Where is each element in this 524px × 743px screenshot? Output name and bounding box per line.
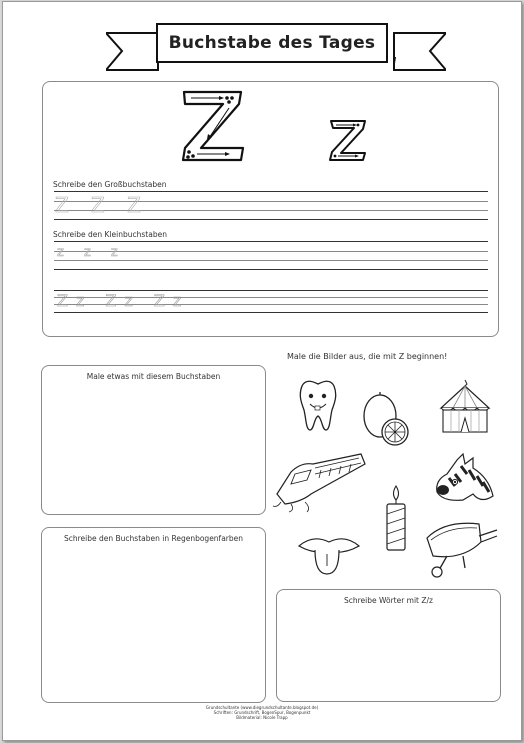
uppercase-z-outline bbox=[179, 88, 249, 164]
page-title: Buchstabe des Tages bbox=[156, 23, 388, 63]
mixed-trace-letters: Zz Zz Zz bbox=[57, 291, 190, 310]
worksheet-page bbox=[2, 1, 522, 741]
lowercase-trace-letters: z z z bbox=[57, 245, 126, 260]
tongue-icon bbox=[297, 530, 361, 578]
draw-box-title: Male etwas mit diesem Buchstaben bbox=[86, 372, 221, 381]
draw-box bbox=[41, 365, 266, 515]
wheelbarrow-icon bbox=[423, 516, 499, 580]
lowercase-z-outline bbox=[327, 117, 369, 163]
zebra-icon bbox=[433, 452, 497, 508]
candle-icon bbox=[381, 484, 411, 552]
rainbow-box bbox=[41, 527, 266, 703]
footer-line-1: Grundschultante (www.diegrundschultante.blogspot.de) bbox=[205, 705, 319, 710]
uppercase-label: Schreibe den Großbuchstaben bbox=[53, 180, 167, 189]
tooth-icon bbox=[296, 378, 340, 434]
uppercase-trace-letters: Z Z Z bbox=[55, 193, 149, 217]
footer-line-2: Schriften: Grundschrift, BogenSpur, Bogenpunkt bbox=[213, 710, 311, 715]
footer-line-3: Bildmaterial: Nicole Trapp bbox=[236, 715, 288, 720]
footer-credits bbox=[3, 705, 521, 720]
lemon-icon bbox=[355, 392, 413, 448]
rainbow-box-title: Schreibe den Buchstaben in Regenbogenfarben bbox=[63, 534, 244, 543]
words-box bbox=[276, 589, 501, 702]
pictures-instruction: Male die Bilder aus, die mit Z beginnen! bbox=[287, 352, 448, 361]
train-icon bbox=[271, 450, 371, 514]
lowercase-label: Schreibe den Kleinbuchstaben bbox=[53, 230, 167, 239]
circus-tent-icon bbox=[435, 378, 495, 436]
words-box-title: Schreibe Wörter mit Z/z bbox=[343, 596, 433, 605]
